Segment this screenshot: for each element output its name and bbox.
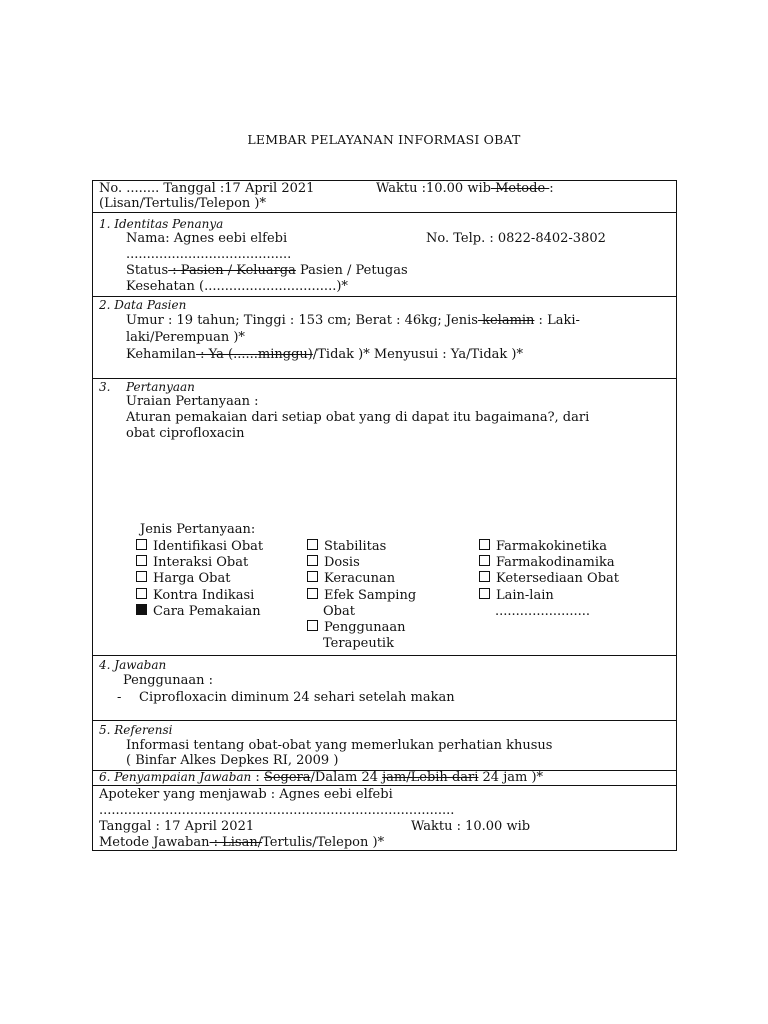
checkbox-lain-lain[interactable]: Lain-lain (479, 588, 554, 604)
checkbox-farmakokinetika[interactable]: Farmakokinetika (479, 539, 607, 555)
checkbox-box[interactable] (479, 555, 490, 566)
kesehatan-field: Kesehatan (................................)* (126, 279, 348, 294)
checkbox-cara-pemakaian[interactable]: Cara Pemakaian (136, 604, 261, 620)
identitas-section (93, 213, 676, 297)
apoteker-line: Apoteker yang menjawab : Agnes eebi elfebi (99, 787, 393, 802)
nama-field: Nama: Agnes eebi elfebi (126, 231, 288, 246)
checkbox-dosis[interactable]: Dosis (307, 555, 360, 571)
uraian-label: Uraian Pertanyaan : (126, 394, 259, 409)
checkbox-box[interactable] (307, 555, 318, 566)
checkbox-box[interactable] (136, 539, 147, 550)
apoteker-waktu: Waktu : 10.00 wib (411, 819, 531, 834)
checkbox-box[interactable] (136, 571, 147, 582)
referensi-line-1: Informasi tentang obat-obat yang memerlukan perhatian khusus (126, 738, 553, 753)
pertanyaan-number: 3. (99, 380, 111, 394)
checkbox-farmakodinamika[interactable]: Farmakodinamika (479, 555, 615, 571)
checkbox-penggunaan-terapeutik[interactable]: Penggunaan (307, 620, 406, 636)
referensi-heading: 5. Referensi (99, 723, 173, 737)
checkbox-box[interactable] (479, 571, 490, 582)
pertanyaan-section (93, 379, 676, 656)
identitas-heading: 1. Identitas Penanya (99, 217, 224, 231)
status-field: Status : Pasien / Keluarga Pasien / Petugas (126, 263, 408, 278)
checkbox-stabilitas[interactable]: Stabilitas (307, 539, 386, 555)
header-metode-options: (Lisan/Tertulis/Telepon )* (99, 196, 267, 211)
checkbox-checked[interactable] (136, 604, 147, 615)
jenis-pertanyaan-label: Jenis Pertanyaan: (140, 522, 256, 537)
efek-samping-continuation: Obat (323, 604, 355, 619)
jawaban-item: Ciprofloxacin diminum 24 sehari setelah makan (139, 690, 455, 705)
umur-field: Umur : 19 tahun; Tinggi : 153 cm; Berat : 46kg; Jenis kelamin : Laki- (126, 313, 580, 328)
apoteker-tanggal: Tanggal : 17 April 2021 (99, 819, 255, 834)
checkbox-box[interactable] (307, 571, 318, 582)
checkbox-kontra-indikasi[interactable]: Kontra Indikasi (136, 588, 254, 604)
checkbox-interaksi-obat[interactable]: Interaksi Obat (136, 555, 248, 571)
jawaban-section (93, 656, 676, 721)
penggunaan-continuation: Terapeutik (323, 636, 394, 651)
checkbox-harga-obat[interactable]: Harga Obat (136, 571, 230, 587)
pasien-section (93, 297, 676, 379)
checkbox-identifikasi-obat[interactable]: Identifikasi Obat (136, 539, 263, 555)
checkbox-box[interactable] (307, 620, 318, 631)
penggunaan-label: Penggunaan : (123, 673, 214, 688)
form-title: LEMBAR PELAYANAN INFORMASI OBAT (247, 132, 521, 147)
checkbox-box[interactable] (136, 588, 147, 599)
checkbox-box[interactable] (307, 539, 318, 550)
kehamilan-field: Kehamilan : Ya (......minggu)/Tidak )* Menyusui : Ya/Tidak )* (126, 347, 523, 362)
apoteker-metode: Metode Jawaban : Lisan/Tertulis/Telepon )* (99, 835, 385, 850)
referensi-line-2: ( Binfar Alkes Depkes RI, 2009 ) (126, 753, 339, 768)
apoteker-section (93, 786, 676, 852)
penyampaian-section (93, 771, 676, 786)
telp-field: No. Telp. : 0822-8402-3802 (426, 231, 606, 246)
checkbox-box[interactable] (307, 588, 318, 599)
jawaban-heading: 4. Jawaban (99, 658, 167, 672)
checkbox-box[interactable] (136, 555, 147, 566)
uraian-text-1: Aturan pemakaian dari setiap obat yang di dapat itu bagaimana?, dari (126, 410, 590, 425)
header-waktu-metode: Waktu :10.00 wib Metode : (376, 181, 554, 196)
checkbox-box[interactable] (479, 539, 490, 550)
header-section (93, 181, 676, 213)
nama-dots: ........................................ (126, 247, 292, 262)
referensi-section (93, 721, 676, 771)
penyampaian-line: 6. Penyampaian Jawaban : Segera/Dalam 24 jam/Lebih dari 24 jam )* (99, 770, 544, 785)
checkbox-box[interactable] (479, 588, 490, 599)
lain-lain-dots: ....................... (495, 604, 591, 619)
uraian-text-2: obat ciprofloxacin (126, 426, 245, 441)
pasien-heading: 2. Data Pasien (99, 298, 187, 312)
checkbox-keracunan[interactable]: Keracunan (307, 571, 395, 587)
checkbox-efek-samping[interactable]: Efek Samping (307, 588, 416, 604)
jenis-kelamin-field: laki/Perempuan )* (126, 330, 245, 345)
apoteker-dots: ...................................................................................... (99, 803, 455, 818)
header-no-tanggal: No. ........ Tanggal :17 April 2021 (99, 181, 315, 196)
pertanyaan-heading: Pertanyaan (126, 380, 195, 394)
information-form (92, 180, 677, 851)
jawaban-bullet: - (117, 690, 122, 705)
checkbox-ketersediaan-obat[interactable]: Ketersediaan Obat (479, 571, 619, 587)
